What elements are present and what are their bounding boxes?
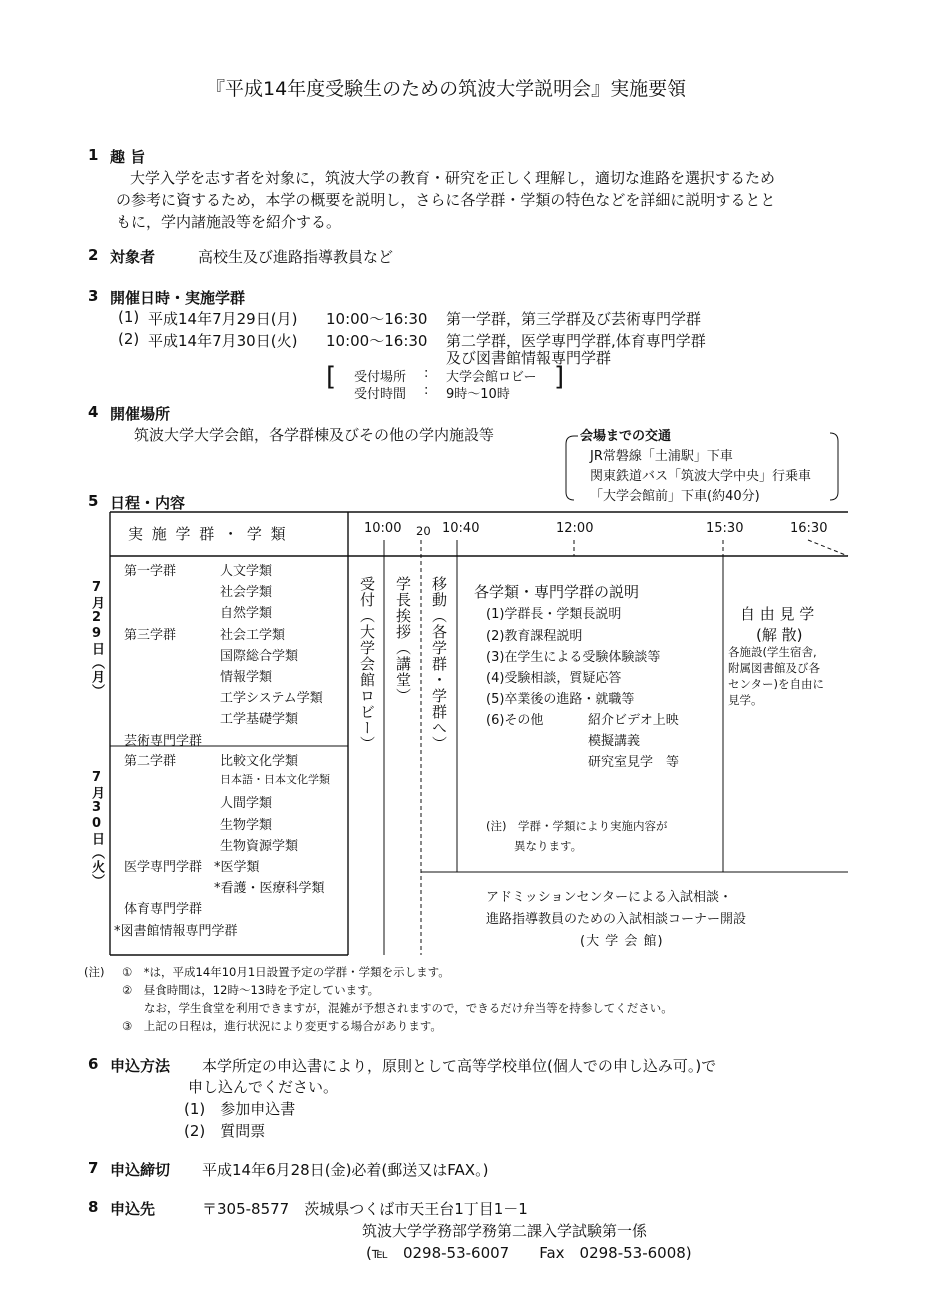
explanation-note: (注) 学群・学類により実施内容が <box>486 819 668 833</box>
group-name: 第二学群 <box>124 754 177 769</box>
schedule-row <box>124 771 348 791</box>
schedule-row <box>124 877 348 897</box>
contact: (℡ 0298-53-6007 Fax 0298-53-6008) <box>366 1244 692 1262</box>
section-1-heading: 趣 旨 <box>110 148 146 166</box>
note-line: ① *は，平成14年10月1日設置予定の学群・学類を示します。 <box>122 965 450 979</box>
schedule-row <box>124 792 348 812</box>
target-audience: 高校生及び進路指導教員など <box>198 248 394 266</box>
schedule-row <box>124 624 348 644</box>
explanation-item: (1)学群長・学類長説明 <box>486 607 622 622</box>
explanation-item: (4)受験相談，質疑応答 <box>486 671 622 686</box>
schedule-row <box>124 814 348 834</box>
class-name: 生物資源学類 <box>220 838 299 854</box>
schedule-row <box>124 581 348 601</box>
time-label: 10:00 <box>364 521 402 536</box>
explanation-other-item: 紹介ビデオ上映 <box>588 713 679 728</box>
access-title: 会場までの交通 <box>580 429 672 444</box>
section-2-heading: 対象者 <box>110 248 156 266</box>
section-6-number: 6 <box>88 1055 99 1073</box>
group-name: 芸術専門学群 <box>124 733 203 749</box>
schedule-row <box>124 750 348 770</box>
section-3-heading: 開催日時・実施学群 <box>110 289 246 307</box>
class-name: 生物学類 <box>220 817 273 833</box>
group-name: 第三学群 <box>124 627 177 643</box>
time-label: 16:30 <box>790 521 828 536</box>
deadline: 平成14年6月28日(金)必着(郵送又はFAX。) <box>202 1161 489 1179</box>
schedule-row <box>124 898 348 918</box>
section-7-number: 7 <box>88 1159 99 1177</box>
schedule-row <box>124 835 348 855</box>
date-2-groups: 第二学群，医学専門学群,体育専門学群 <box>446 332 706 350</box>
free-tour-sub: (解 散) <box>756 626 803 644</box>
reception-place-label: 受付場所 <box>354 370 407 385</box>
schedule-row <box>124 856 348 876</box>
schedule-row <box>124 560 348 580</box>
section-1-line: の参考に資するため，本学の概要を説明し，さらに各学群・学類の特色などを詳細に説明するとと <box>116 191 776 209</box>
address: 〒305-8577 茨城県つくば市天王台1丁目1－1 <box>202 1200 528 1218</box>
notes-label: (注) <box>84 965 105 979</box>
schedule-row <box>124 602 348 622</box>
section-6-heading: 申込方法 <box>110 1057 171 1075</box>
group-name: 第一学群 <box>124 564 177 579</box>
reception-column: 受付（大学会館ロビー） <box>358 576 376 752</box>
admission-line: 進路指導教員のための入試相談コーナー開設 <box>486 912 747 927</box>
schedule-row <box>124 666 348 686</box>
section-8-heading: 申込先 <box>110 1200 156 1218</box>
reception-time-colon: : <box>424 383 429 398</box>
table-column-header: 実 施 学 群 ・ 学 類 <box>128 525 288 543</box>
application-item: (1) 参加申込書 <box>184 1100 296 1118</box>
class-name: 人間学類 <box>220 796 273 812</box>
explanation-note: 異なります。 <box>514 839 583 853</box>
reception-place-colon: : <box>424 366 429 381</box>
access-line: 「大学会館前」下車(約40分) <box>590 489 760 504</box>
reception-time-label: 受付時間 <box>354 387 407 402</box>
access-line: 関東鉄道バス「筑波大学中央」行乗車 <box>590 469 812 484</box>
group-name: 医学専門学群 <box>124 860 203 875</box>
free-tour-line: 見学。 <box>728 693 763 707</box>
class-name: *看護・医療科学類 <box>214 881 325 897</box>
section-1-number: 1 <box>88 146 99 164</box>
time-label: 15:30 <box>706 521 744 536</box>
free-tour-title: 自 由 見 学 <box>740 605 815 623</box>
access-line: JR常磐線「土浦駅」下車 <box>590 449 733 464</box>
section-7-heading: 申込締切 <box>110 1161 171 1179</box>
greeting-column: 学長挨拶（講堂） <box>394 576 412 704</box>
office: 筑波大学学務部学務第二課入学試験第一係 <box>362 1222 648 1240</box>
schedule-row <box>124 730 348 750</box>
time-label: 10:40 <box>442 521 480 536</box>
explanation-other-item: 模擬講義 <box>588 734 641 749</box>
section-4-heading: 開催場所 <box>110 405 171 423</box>
schedule-row <box>124 708 348 728</box>
class-name: 国際総合学類 <box>220 648 299 664</box>
class-name: 日本語・日本文化学類 <box>220 773 330 787</box>
class-name: 情報学類 <box>220 670 273 685</box>
class-name: 人文学類 <box>220 564 273 579</box>
note-line: なお，学生食堂を利用できますが，混雑が予想されますので，できるだけ弁当等を持参してください。 <box>144 1001 673 1015</box>
day-1-label: 7月29日（月） <box>89 580 104 698</box>
date-2-date: 平成14年7月30日(火) <box>148 332 298 350</box>
date-1-date: 平成14年7月29日(月) <box>148 310 298 328</box>
section-1-line: もに，学内諸施設等を紹介する。 <box>116 213 342 231</box>
class-name: 工学基礎学類 <box>220 712 299 728</box>
date-1-time: 10:00～16:30 <box>326 310 428 328</box>
class-name: 比較文化学類 <box>220 754 299 769</box>
time-label: 12:00 <box>556 521 594 536</box>
section-3-number: 3 <box>88 287 99 305</box>
explanation-item: (5)卒業後の進路・就職等 <box>486 692 635 707</box>
application-item: (2) 質問票 <box>184 1122 266 1140</box>
date-2-groups-cont: 及び図書館情報専門学群 <box>446 349 612 367</box>
section-4-number: 4 <box>88 403 99 421</box>
section-1-line: 大学入学を志す者を対象に，筑波大学の教育・研究を正しく理解し，適切な進路を選択するため <box>130 169 776 187</box>
class-name: 工学システム学類 <box>220 691 323 707</box>
time-label: 20 <box>416 524 431 538</box>
schedule-row <box>124 687 348 707</box>
admission-line: (大 学 会 館) <box>580 934 664 949</box>
date-2-number: (2) <box>118 330 140 348</box>
day-2-label: 7月30日（火） <box>89 770 104 888</box>
explanation-item: (2)教育課程説明 <box>486 629 583 644</box>
group-name: 体育専門学群 <box>124 902 203 918</box>
bracket-left: [ <box>326 362 337 392</box>
section-2-number: 2 <box>88 246 99 264</box>
note-line: ③ 上記の日程は，進行状況により変更する場合があります。 <box>122 1019 442 1033</box>
free-tour-line: 附属図書館及び各 <box>728 661 820 675</box>
section-8-number: 8 <box>88 1198 99 1216</box>
page-title: 『平成14年度受験生のための筑波大学説明会』実施要領 <box>206 78 687 100</box>
date-1-groups: 第一学群，第三学群及び芸術専門学群 <box>446 310 702 328</box>
group-name: *図書館情報専門学群 <box>114 923 238 939</box>
venue: 筑波大学大学会館，各学群棟及びその他の学内施設等 <box>134 426 495 444</box>
date-2-time: 10:00～16:30 <box>326 332 428 350</box>
bracket-right: ] <box>554 362 565 392</box>
reception-time: 9時～10時 <box>446 387 510 402</box>
admission-line: アドミッションセンターによる入試相談・ <box>486 890 732 905</box>
class-name: *医学類 <box>214 860 260 875</box>
class-name: 社会学類 <box>220 585 273 601</box>
explanation-other-item: 研究室見学 等 <box>588 755 680 770</box>
date-1-number: (1) <box>118 308 140 326</box>
section-5-number: 5 <box>88 492 99 510</box>
free-tour-line: センター)を自由に <box>728 677 825 691</box>
note-line: ② 昼食時間は，12時～13時を予定しています。 <box>122 983 380 997</box>
explanation-other-label: (6)その他 <box>486 713 544 728</box>
move-column: 移動（各学群・学群へ） <box>430 576 448 752</box>
class-name: 自然学類 <box>220 606 273 622</box>
free-tour-line: 各施設(学生宿舎, <box>728 645 817 659</box>
application-method-cont: 申し込んでください。 <box>188 1078 339 1096</box>
section-5-heading: 日程・内容 <box>110 494 186 512</box>
schedule-row <box>114 920 348 940</box>
reception-place: 大学会館ロビー <box>446 370 537 385</box>
application-method: 本学所定の申込書により，原則として高等学校単位(個人での申し込み可。)で <box>202 1057 717 1075</box>
explanation-item: (3)在学生による受験体験談等 <box>486 650 661 665</box>
class-name: 社会工学類 <box>220 627 286 643</box>
explanation-title: 各学類・専門学群の説明 <box>474 583 640 601</box>
schedule-row <box>124 645 348 665</box>
